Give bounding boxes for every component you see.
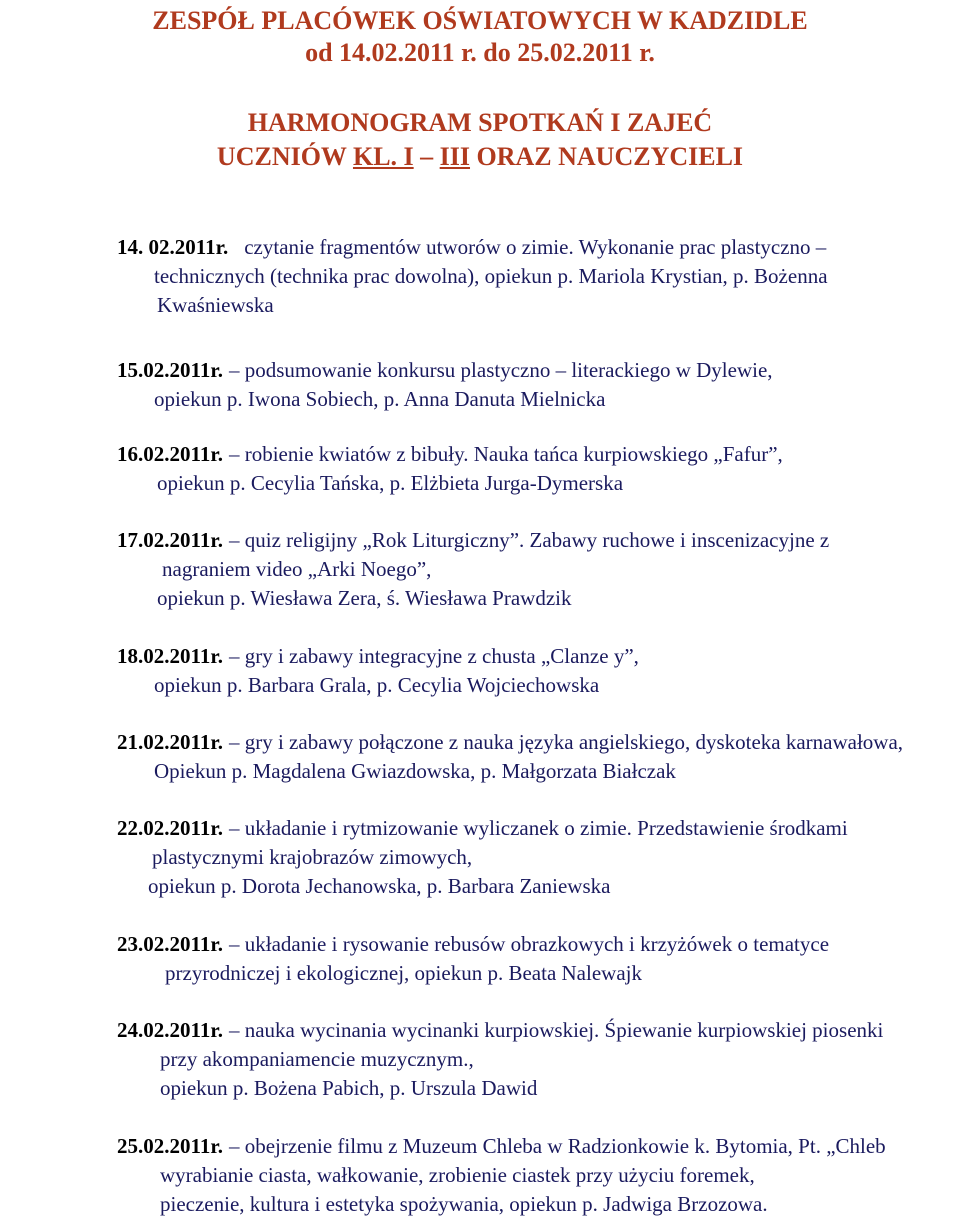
entry-line xyxy=(117,1016,957,1045)
entry-text: przyrodniczej i ekologicznej, opiekun p. Beata Nalewajk xyxy=(165,961,642,985)
entry-text: – gry i zabawy połączone z nauka języka angielskiego, dyskoteka karnawałowa, xyxy=(228,730,904,754)
header-audience-class-range-start: KL. I xyxy=(352,142,414,171)
entry-text: plastycznymi krajobrazów zimowych, xyxy=(152,845,473,869)
entry-date: 15.02.2011r. xyxy=(117,358,223,382)
entry-line xyxy=(117,385,957,414)
header-schedule-title: HARMONOGRAM SPOTKAŃ I ZAJEĆ xyxy=(247,108,713,137)
schedule-entry xyxy=(117,356,957,414)
entry-date: 24.02.2011r. xyxy=(117,1018,223,1042)
entry-text: opiekun p. Iwona Sobiech, p. Anna Danuta Mielnicka xyxy=(154,387,606,411)
entry-line xyxy=(117,642,957,671)
entry-line xyxy=(117,291,957,320)
entry-text: Kwaśniewska xyxy=(157,293,274,317)
entry-text: opiekun p. Dorota Jechanowska, p. Barbara Zaniewska xyxy=(148,874,611,898)
schedule-entry xyxy=(117,440,957,498)
entry-date: 14. 02.2011r. xyxy=(117,235,229,259)
entry-text: – podsumowanie konkursu plastyczno – literackiego w Dylewie, xyxy=(228,358,773,382)
entry-line xyxy=(117,930,957,959)
entry-line xyxy=(117,356,957,385)
entry-line xyxy=(117,1045,957,1074)
entry-text: opiekun p. Barbara Grala, p. Cecylia Wojciechowska xyxy=(154,673,600,697)
entry-date: 17.02.2011r. xyxy=(117,528,223,552)
entry-line xyxy=(117,469,957,498)
entry-text: opiekun p. Wiesława Zera, ś. Wiesława Prawdzik xyxy=(157,586,572,610)
entry-text: opiekun p. Cecylia Tańska, p. Elżbieta Jurga-Dymerska xyxy=(157,471,624,495)
entry-text: – układanie i rysowanie rebusów obrazkowych i krzyżówek o tematyce xyxy=(228,932,830,956)
entry-text: wyrabianie ciasta, wałkowanie, zrobienie ciastek przy użyciu foremek, xyxy=(160,1163,755,1187)
schedule-entry xyxy=(117,814,957,901)
entry-line xyxy=(117,843,957,872)
entry-date: 22.02.2011r. xyxy=(117,816,223,840)
entry-text: – układanie i rytmizowanie wyliczanek o zimie. Przedstawienie środkami xyxy=(228,816,848,840)
schedule-entry xyxy=(117,1016,957,1103)
entry-date: 25.02.2011r. xyxy=(117,1134,223,1158)
schedule-entry xyxy=(117,1132,957,1219)
entry-line xyxy=(117,262,957,291)
schedule-entry xyxy=(117,526,957,613)
header-audience xyxy=(0,142,960,172)
entry-line xyxy=(117,1161,957,1190)
entry-line xyxy=(117,555,957,584)
entry-line xyxy=(117,526,957,555)
schedule-entry xyxy=(117,728,957,786)
entry-line xyxy=(117,671,957,700)
entry-text: Opiekun p. Magdalena Gwiazdowska, p. Małgorzata Białczak xyxy=(154,759,676,783)
entry-date: 21.02.2011r. xyxy=(117,730,223,754)
entry-text: – nauka wycinania wycinanki kurpiowskiej. Śpiewanie kurpiowskiej piosenki xyxy=(228,1018,884,1042)
header-institution: ZESPÓŁ PLACÓWEK OŚWIATOWYCH W KADZIDLE xyxy=(152,6,808,35)
entry-text: – quiz religijny „Rok Liturgiczny”. Zabawy ruchowe i inscenizacyjne z xyxy=(228,528,830,552)
entry-date: 23.02.2011r. xyxy=(117,932,223,956)
entry-line xyxy=(117,814,957,843)
entry-text: opiekun p. Bożena Pabich, p. Urszula Dawid xyxy=(160,1076,538,1100)
entry-line xyxy=(117,584,957,613)
entry-line xyxy=(117,440,957,469)
entry-text: – robienie kwiatów z bibuły. Nauka tańca kurpiowskiego „Fafur”, xyxy=(228,442,783,466)
entry-text: – gry i zabawy integracyjne z chusta „Clanze y”, xyxy=(228,644,639,668)
entry-line xyxy=(117,1190,957,1219)
entry-line xyxy=(117,1074,957,1103)
entry-text: przy akompaniamencie muzycznym., xyxy=(160,1047,474,1071)
entry-line xyxy=(117,757,957,786)
header-audience-dash: – xyxy=(413,142,440,171)
header-audience-rest: ORAZ NAUCZYCIELI xyxy=(470,142,744,171)
entry-text: pieczenie, kultura i estetyka spożywania, opiekun p. Jadwiga Brzozowa. xyxy=(160,1192,768,1216)
entry-line xyxy=(117,1132,957,1161)
schedule-entry xyxy=(117,642,957,700)
header-audience-class-range-end: III xyxy=(439,142,471,171)
entry-line xyxy=(117,959,957,988)
entry-text: nagraniem video „Arki Noego”, xyxy=(162,557,432,581)
entry-text: – obejrzenie filmu z Muzeum Chleba w Radzionkowie k. Bytomia, Pt. „Chleb xyxy=(228,1134,886,1158)
entry-date: 16.02.2011r. xyxy=(117,442,223,466)
entry-text: technicznych (technika prac dowolna), opiekun p. Mariola Krystian, p. Bożenna xyxy=(154,264,828,288)
schedule-entry xyxy=(117,930,957,988)
header-audience-part: UCZNIÓW xyxy=(216,142,353,171)
entry-text: czytanie fragmentów utworów o zimie. Wykonanie prac plastyczno – xyxy=(244,235,827,259)
entry-line xyxy=(117,728,957,757)
schedule-entry xyxy=(117,233,957,320)
entry-line xyxy=(117,872,957,901)
entry-line xyxy=(117,233,957,262)
entry-date: 18.02.2011r. xyxy=(117,644,223,668)
header-date-range: od 14.02.2011 r. do 25.02.2011 r. xyxy=(305,38,655,67)
